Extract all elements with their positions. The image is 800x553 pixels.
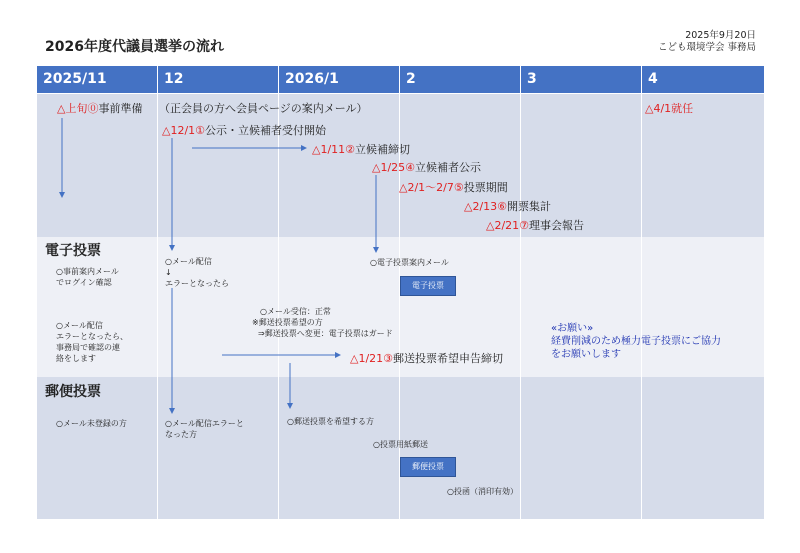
note-line: エラーとなったら、 [56, 332, 128, 341]
event-voting-period [399, 179, 508, 195]
event-voting-period-mark: △2/1～2/7⑤ [399, 181, 464, 194]
note-line: ○事前案内メール [56, 267, 119, 276]
event-board-report-text: 理事会報告 [529, 219, 585, 232]
event-announce-text: 公示・立候補者受付開始 [205, 124, 327, 137]
request-note [551, 322, 721, 361]
date-text: 2025年9月20日 [685, 30, 756, 41]
electronic-guide-mail: ○電子投票案内メール [370, 258, 449, 267]
event-inauguration-mark: △4/1 [645, 102, 672, 115]
event-postal-deadline-text: 郵送投票希望申告締切 [393, 352, 504, 365]
header-3: 3 [521, 66, 641, 93]
note-line: なった方 [165, 430, 197, 439]
event-board-report-mark: △2/21⑦ [486, 219, 530, 232]
header-2026-1: 2026/1 [279, 66, 399, 93]
note-line: をお願いします [551, 349, 621, 360]
note-line: エラーとなったら [165, 279, 229, 288]
postal-error-note [165, 418, 244, 440]
note-line: 事務局で確認の連 [56, 343, 120, 352]
event-inauguration [645, 100, 693, 116]
note-line: でログイン確認 [56, 278, 112, 287]
header-12: 12 [158, 66, 278, 93]
mail-receive-note [252, 306, 393, 339]
note-line: ※郵送投票希望の方 [252, 318, 323, 327]
electronic-voting-heading: 電子投票 [45, 243, 101, 259]
page-title: 2026年度代議員選挙の流れ [45, 39, 224, 55]
event-candidate-notice-text: 立候補者公示 [415, 161, 482, 174]
event-candidate-notice [372, 159, 481, 175]
event-candidacy-deadline [312, 141, 410, 157]
mail-delivery-note [165, 256, 229, 289]
header-4: 4 [642, 66, 764, 93]
ballot-send-note: ○投票用紙郵送 [373, 440, 428, 449]
event-prep [57, 100, 142, 116]
event-counting [464, 198, 551, 214]
organization-name: こども環境学会 事務局 [657, 42, 756, 53]
event-counting-mark: △2/13⑥ [464, 200, 508, 213]
electronic-note-error [56, 320, 128, 364]
event-prep-mark: △上旬⓪ [57, 102, 99, 115]
electronic-note-login [56, 266, 119, 288]
header-2: 2 [400, 66, 520, 93]
note-line: ○メール受信：正常 [260, 307, 331, 316]
postal-note-unregistered: ○メール未登録の方 [56, 419, 127, 428]
postal-vote-button[interactable]: 郵便投票 [400, 457, 456, 477]
event-candidacy-deadline-text: 立候補締切 [355, 143, 411, 156]
event-voting-period-text: 投票期間 [463, 181, 508, 194]
note-line: ○メール配信 [165, 257, 212, 266]
postal-voting-heading: 郵便投票 [45, 384, 101, 400]
electronic-vote-button[interactable]: 電子投票 [400, 276, 456, 296]
event-prep-text: 事前準備 [98, 102, 143, 115]
note-line: ⇒郵送投票へ変更：電子投票はガード [258, 329, 393, 338]
event-postal-deadline [350, 350, 503, 366]
event-candidacy-deadline-mark: △1/11② [312, 143, 356, 156]
note-line: ○メール配信 [56, 321, 103, 330]
event-inauguration-text: 就任 [671, 102, 694, 115]
note-line: «お願い» [551, 323, 594, 334]
note-line: 絡をします [56, 354, 96, 363]
event-candidate-notice-mark: △1/25④ [372, 161, 416, 174]
event-counting-text: 開票集計 [507, 200, 552, 213]
event-board-report [486, 217, 584, 233]
note-line: ○メール配信エラーと [165, 419, 244, 428]
note-line: ↓ [165, 268, 172, 277]
event-postal-deadline-mark: △1/21③ [350, 352, 394, 365]
header-2025-11: 2025/11 [37, 66, 157, 93]
event-announce-mark: △12/1① [162, 124, 206, 137]
note-line: 経費削減のため極力電子投票にご協力 [551, 336, 721, 347]
event-announce [162, 122, 326, 138]
ballot-cast-note: ○投函（消印有効） [447, 487, 518, 496]
postal-wish-note: ○郵送投票を希望する方 [287, 417, 374, 426]
event-prep-note: （正会員の方へ会員ページの案内メール） [159, 102, 368, 115]
